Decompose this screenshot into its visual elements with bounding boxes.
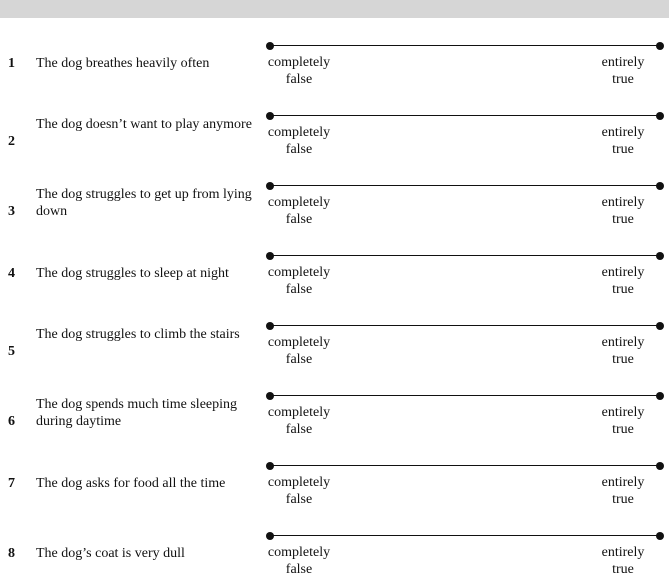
right-anchor-line-1: entirely	[601, 475, 645, 490]
list-item	[0, 320, 669, 390]
rating-slider[interactable]	[262, 250, 669, 310]
slider-left-endpoint	[266, 392, 274, 400]
slider-left-endpoint	[266, 252, 274, 260]
item-statement: The dog doesn’t want to play anymore	[36, 117, 252, 132]
left-anchor-line-2: false	[285, 72, 313, 87]
right-anchor-line-2: true	[612, 142, 634, 157]
left-anchor-line-2: false	[285, 352, 313, 367]
slider-left-endpoint	[266, 112, 274, 120]
list-item	[0, 390, 669, 460]
left-anchor-line-1: completely	[267, 265, 331, 280]
slider-track[interactable]	[270, 395, 660, 396]
list-item	[0, 250, 669, 320]
right-anchor-line-1: entirely	[601, 195, 645, 210]
left-anchor-line-2: false	[285, 142, 313, 157]
item-number: 5	[8, 344, 15, 359]
right-anchor-line-2: true	[612, 352, 634, 367]
slider-left-endpoint	[266, 462, 274, 470]
left-anchor-line-1: completely	[267, 475, 331, 490]
left-anchor-line-1: completely	[267, 125, 331, 140]
left-anchor-label	[264, 544, 334, 578]
item-number: 3	[8, 204, 15, 219]
slider-track[interactable]	[270, 115, 660, 116]
slider-right-endpoint	[656, 182, 664, 190]
slider-track[interactable]	[270, 535, 660, 536]
item-number: 6	[8, 414, 15, 429]
item-number: 7	[8, 476, 15, 491]
left-anchor-label	[264, 194, 334, 228]
slider-right-endpoint	[656, 42, 664, 50]
right-anchor-line-2: true	[612, 562, 634, 577]
rating-slider[interactable]	[262, 180, 669, 240]
slider-right-endpoint	[656, 252, 664, 260]
right-anchor-line-1: entirely	[601, 125, 645, 140]
slider-left-endpoint	[266, 42, 274, 50]
right-anchor-label	[588, 544, 658, 578]
left-anchor-line-1: completely	[267, 545, 331, 560]
item-statement: The dog spends much time sleeping during daytime	[36, 397, 238, 429]
right-anchor-label	[588, 194, 658, 228]
item-statement: The dog struggles to get up from lying down	[36, 187, 252, 219]
rating-slider[interactable]	[262, 460, 669, 520]
item-number: 1	[8, 56, 15, 71]
list-item	[0, 530, 669, 575]
right-anchor-label	[588, 124, 658, 158]
slider-track[interactable]	[270, 255, 660, 256]
rating-slider[interactable]	[262, 110, 669, 170]
right-anchor-label	[588, 334, 658, 368]
right-anchor-line-2: true	[612, 422, 634, 437]
slider-left-endpoint	[266, 322, 274, 330]
slider-left-endpoint	[266, 532, 274, 540]
left-anchor-line-2: false	[285, 422, 313, 437]
rating-slider[interactable]	[262, 40, 669, 100]
item-number: 4	[8, 266, 15, 281]
slider-track[interactable]	[270, 465, 660, 466]
right-anchor-line-1: entirely	[601, 405, 645, 420]
item-statement: The dog breathes heavily often	[36, 56, 210, 71]
item-statement: The dog struggles to sleep at night	[36, 266, 229, 281]
left-anchor-line-1: completely	[267, 335, 331, 350]
slider-track[interactable]	[270, 45, 660, 46]
slider-right-endpoint	[656, 532, 664, 540]
right-anchor-line-2: true	[612, 212, 634, 227]
left-anchor-line-2: false	[285, 282, 313, 297]
item-number: 2	[8, 134, 15, 149]
right-anchor-label	[588, 54, 658, 88]
right-anchor-label	[588, 404, 658, 438]
left-anchor-label	[264, 264, 334, 298]
left-anchor-line-2: false	[285, 562, 313, 577]
left-anchor-label	[264, 404, 334, 438]
slider-right-endpoint	[656, 392, 664, 400]
list-item	[0, 110, 669, 180]
left-anchor-line-1: completely	[267, 55, 331, 70]
rating-slider[interactable]	[262, 530, 669, 575]
list-item	[0, 180, 669, 250]
slider-right-endpoint	[656, 462, 664, 470]
list-item	[0, 40, 669, 110]
right-anchor-line-1: entirely	[601, 335, 645, 350]
item-statement: The dog’s coat is very dull	[36, 546, 185, 561]
left-anchor-line-1: completely	[267, 195, 331, 210]
left-anchor-line-2: false	[285, 212, 313, 227]
item-statement: The dog asks for food all the time	[36, 476, 226, 491]
slider-track[interactable]	[270, 325, 660, 326]
left-anchor-label	[264, 474, 334, 508]
right-anchor-line-2: true	[612, 282, 634, 297]
slider-right-endpoint	[656, 322, 664, 330]
list-item	[0, 460, 669, 530]
right-anchor-label	[588, 474, 658, 508]
right-anchor-label	[588, 264, 658, 298]
right-anchor-line-2: true	[612, 492, 634, 507]
slider-track[interactable]	[270, 185, 660, 186]
right-anchor-line-1: entirely	[601, 265, 645, 280]
left-anchor-line-1: completely	[267, 405, 331, 420]
left-anchor-label	[264, 54, 334, 88]
item-statement: The dog struggles to climb the stairs	[36, 327, 240, 342]
left-anchor-line-2: false	[285, 492, 313, 507]
slider-right-endpoint	[656, 112, 664, 120]
left-anchor-label	[264, 334, 334, 368]
right-anchor-line-2: true	[612, 72, 634, 87]
rating-slider[interactable]	[262, 320, 669, 380]
left-anchor-label	[264, 124, 334, 158]
slider-left-endpoint	[266, 182, 274, 190]
right-anchor-line-1: entirely	[601, 545, 645, 560]
right-anchor-line-1: entirely	[601, 55, 645, 70]
item-number: 8	[8, 546, 15, 561]
rating-slider[interactable]	[262, 390, 669, 450]
